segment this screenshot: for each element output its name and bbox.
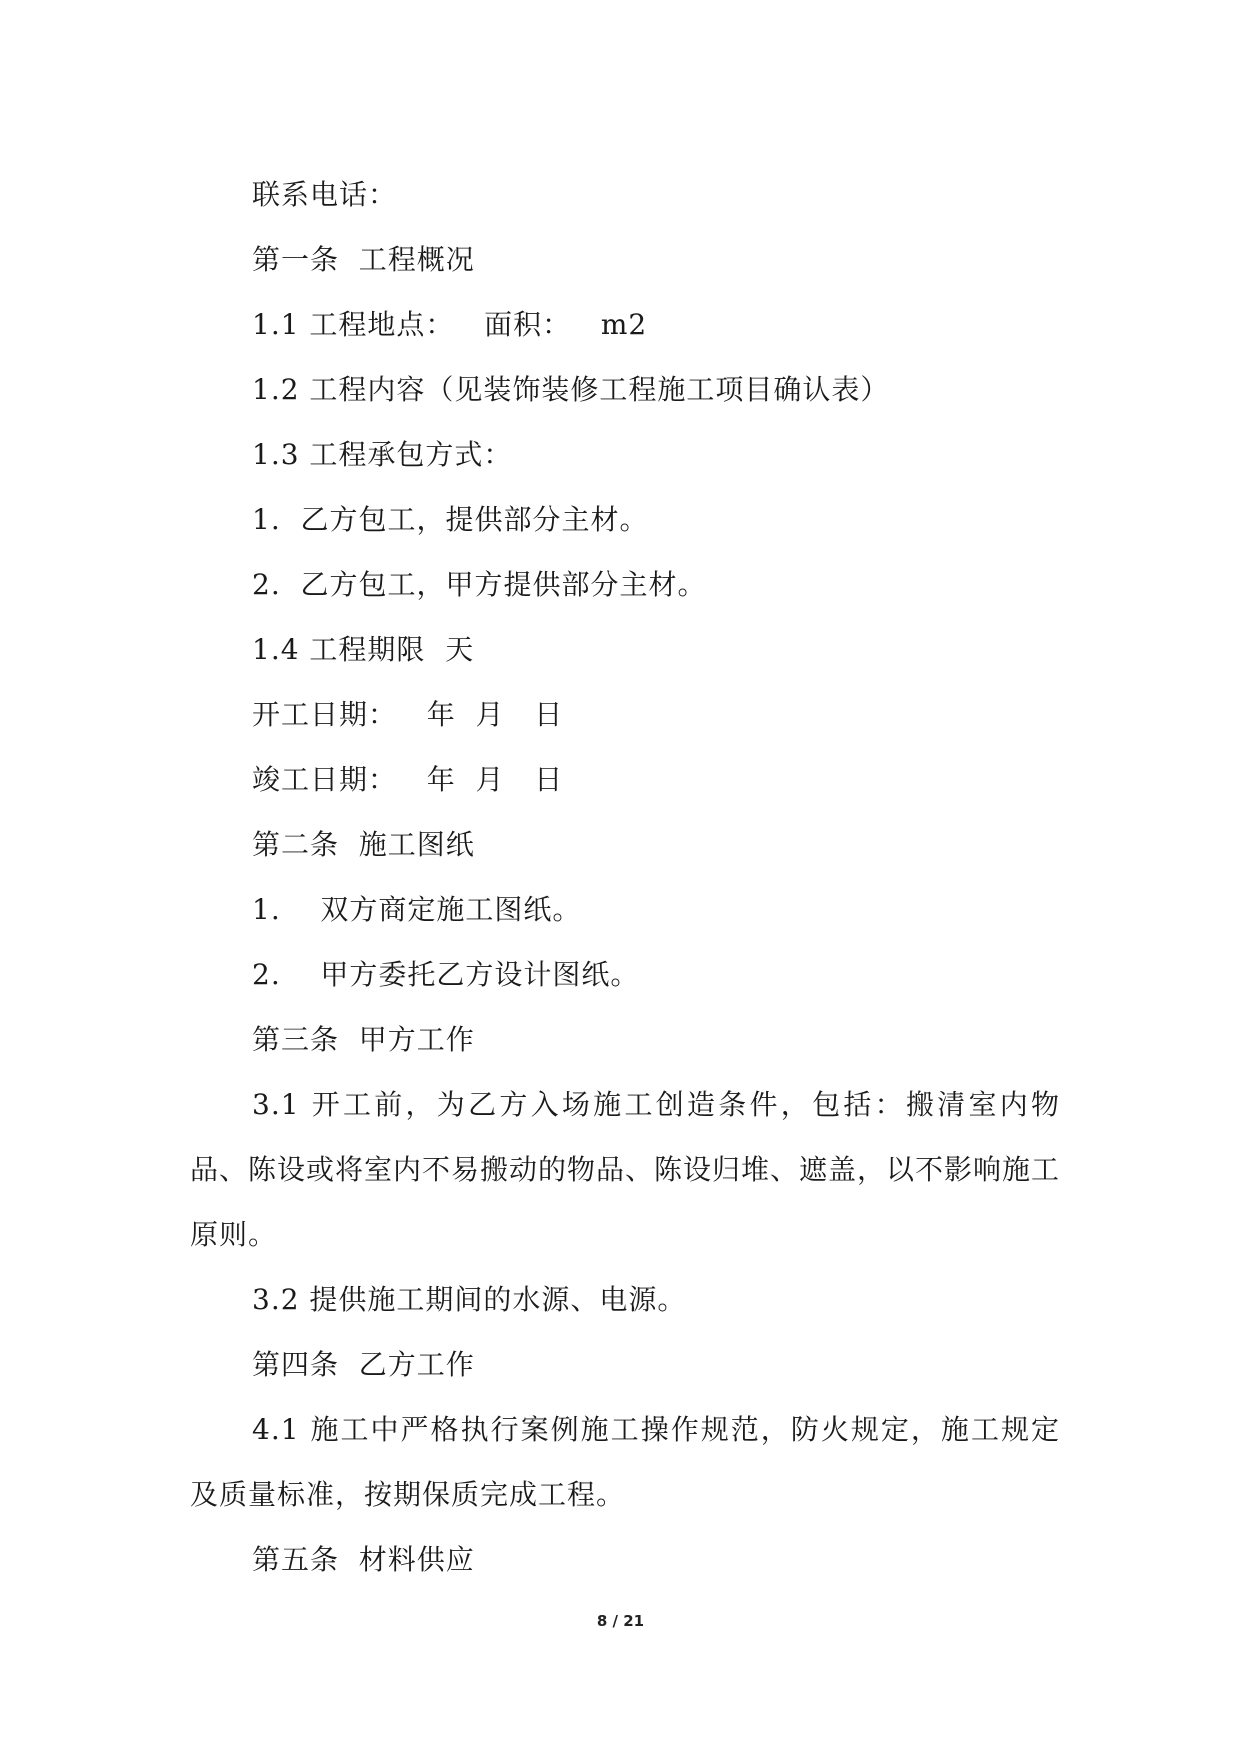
document-body [190, 162, 1060, 1592]
article-4-heading: 第四条 乙方工作 [252, 1348, 475, 1381]
clause-3-1: 3.1 开工前，为乙方入场施工创造条件，包括：搬清室内物品、陈设或将室内不易搬动的物品、陈设归堆、遮盖，以不影响施工原则。 [190, 1088, 1061, 1251]
drawing-item-1: 1. 双方商定施工图纸。 [252, 893, 582, 926]
clause-1-3: 1.3 工程承包方式： [252, 438, 513, 471]
article-2-heading: 第二条 施工图纸 [252, 828, 475, 861]
article-3-heading: 第三条 甲方工作 [252, 1023, 475, 1056]
option-1: 1. 乙方包工，提供部分主材。 [252, 503, 649, 536]
start-date-line: 开工日期： 年 月 日 [252, 698, 564, 731]
clause-1-4: 1.4 工程期限 天 [252, 633, 475, 666]
article-5-heading: 第五条 材料供应 [252, 1543, 475, 1576]
option-2: 2. 乙方包工，甲方提供部分主材。 [252, 568, 707, 601]
clause-1-1: 1.1 工程地点： 面积： m2 [252, 308, 648, 341]
page-number: 8 / 21 [596, 1612, 645, 1630]
clause-4-1: 4.1 施工中严格执行案例施工操作规范，防火规定，施工规定及质量标准，按期保质完成工程。 [190, 1413, 1060, 1511]
clause-3-2: 3.2 提供施工期间的水源、电源。 [252, 1283, 687, 1316]
drawing-item-2: 2. 甲方委托乙方设计图纸。 [252, 958, 640, 991]
contact-phone-line: 联系电话： [252, 178, 398, 211]
article-1-heading: 第一条 工程概况 [252, 243, 475, 276]
completion-date-line: 竣工日期： 年 月 日 [252, 763, 564, 796]
clause-1-2: 1.2 工程内容（见装饰装修工程施工项目确认表） [252, 373, 890, 406]
